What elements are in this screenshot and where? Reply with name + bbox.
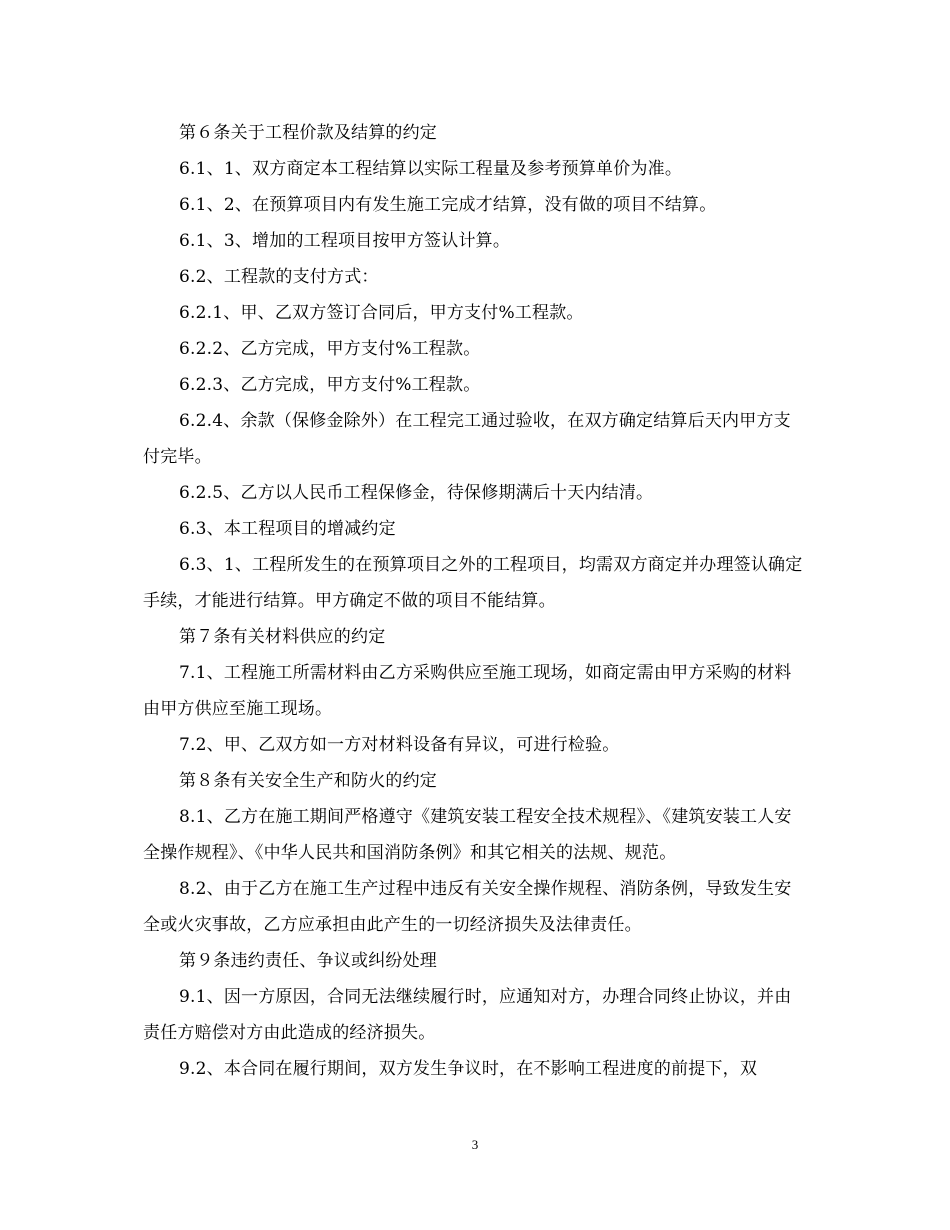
- clause-8-1: 8.1、乙方在施工期间严格遵守《建筑安装工程安全技术规程》、《建筑安装工人安全操作规程》、《中华人民共和国消防条例》和其它相关的法规、规范。: [143, 807, 792, 863]
- section-heading-8: 第８条有关安全生产和防火的约定: [179, 771, 437, 791]
- clause-7-2: 7.2、甲、乙双方如一方对材料设备有异议，可进行检验。: [179, 735, 620, 755]
- clause-6-1-1: 6.1、1、双方商定本工程结算以实际工程量及参考预算单价为准。: [179, 159, 683, 179]
- clause-9-1: 9.1、因一方原因，合同无法继续履行时，应通知对方，办理合同终止协议，并由责任方赔偿对方由此造成的经济损失。: [143, 987, 792, 1043]
- section-heading-6: 第６条关于工程价款及结算的约定: [179, 123, 437, 143]
- clause-6-3-1: 6.3、1、工程所发生的在预算项目之外的工程项目，均需双方商定并办理签认确定手续，才能进行结算。甲方确定不做的项目不能结算。: [143, 555, 803, 611]
- document-body: [143, 115, 808, 1087]
- section-heading-7: 第７条有关材料供应的约定: [179, 627, 386, 647]
- clause-6-2: 6.2、工程款的支付方式：: [179, 267, 379, 287]
- clause-6-3: 6.3、本工程项目的增减约定: [179, 519, 396, 539]
- clause-7-1: 7.1、工程施工所需材料由乙方采购供应至施工现场，如商定需由甲方采购的材料由甲方供应至施工现场。: [143, 663, 792, 719]
- clause-6-2-5: 6.2.5、乙方以人民币工程保修金，待保修期满后十天内结清。: [179, 483, 654, 503]
- clause-6-2-1: 6.2.1、甲、乙双方签订合同后，甲方支付%工程款。: [179, 303, 584, 323]
- clause-6-2-4: 6.2.4、余款（保修金除外）在工程完工通过验收，在双方确定结算后天内甲方支付完毕。: [143, 411, 791, 467]
- clause-6-2-2: 6.2.2、乙方完成，甲方支付%工程款。: [179, 339, 481, 359]
- page-number: 3: [471, 1137, 479, 1152]
- section-heading-9: 第９条违约责任、争议或纠纷处理: [179, 951, 437, 971]
- clause-6-1-3: 6.1、3、增加的工程项目按甲方签认计算。: [179, 231, 511, 251]
- clause-8-2: 8.2、由于乙方在施工生产过程中违反有关安全操作规程、消防条例，导致发生安全或火灾事故，乙方应承担由此产生的一切经济损失及法律责任。: [143, 879, 792, 935]
- clause-6-1-2: 6.1、2、在预算项目内有发生施工完成才结算，没有做的项目不结算。: [179, 195, 717, 215]
- clause-9-2: 9.2、本合同在履行期间，双方发生争议时，在不影响工程进度的前提下，双: [179, 1059, 758, 1079]
- clause-6-2-3: 6.2.3、乙方完成，甲方支付%工程款。: [179, 375, 481, 395]
